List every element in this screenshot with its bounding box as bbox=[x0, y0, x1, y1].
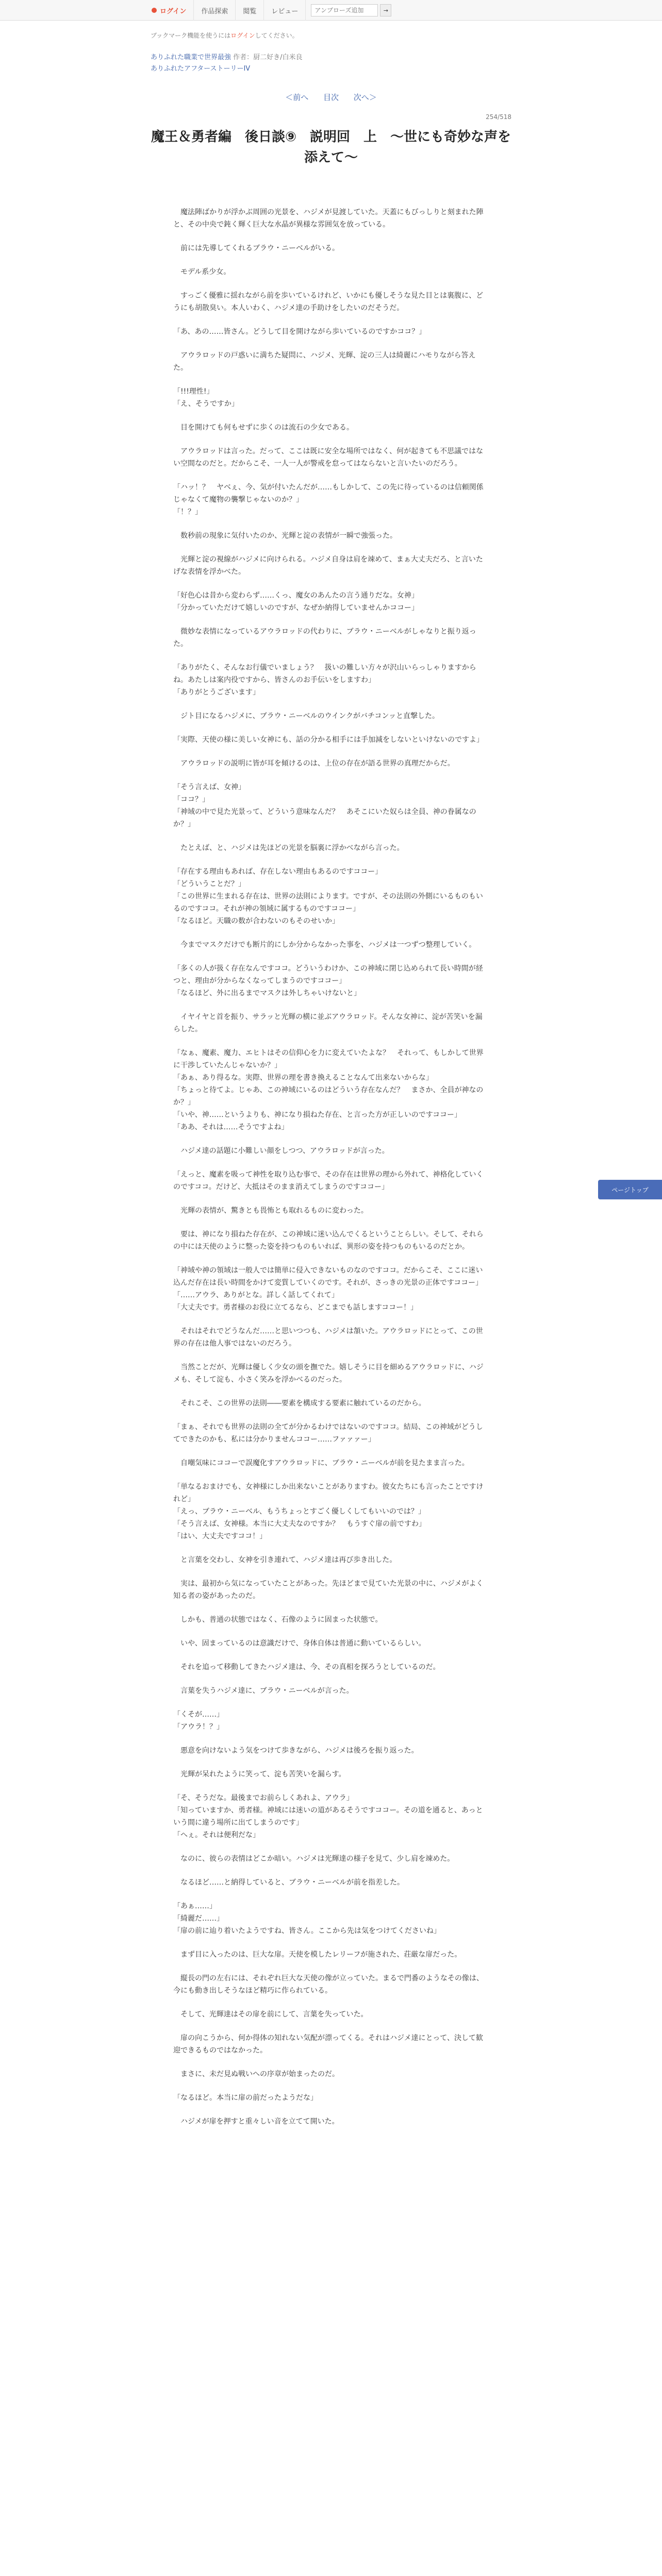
chapter-pager bbox=[0, 92, 662, 103]
novel-paragraph: 光輝が呆れたように笑って、淀も苦笑いを漏らす。 bbox=[173, 1770, 346, 1778]
novel-paragraph: そして、光輝達はその扉を前にして、言葉を失っていた。 bbox=[173, 2010, 368, 2019]
novel-paragraph: と言葉を交わし、女神を引き連れて、ハジメ達は再び歩き出した。 bbox=[173, 1556, 397, 1564]
novel-paragraph: 微妙な表情になっているアウラロッドの代わりに、ブラウ・ニーベルがしゃなりと振り返った。 bbox=[173, 628, 476, 648]
bookmark-note-prefix: ブックマーク機能を使うには bbox=[151, 32, 231, 39]
login-icon bbox=[152, 8, 157, 13]
novel-paragraph: 自嘲気味にココーで誤魔化すアウラロッドに、ブラウ・ニーベルが前を見たまま言った。 bbox=[173, 1459, 469, 1467]
bookmark-note bbox=[151, 31, 299, 40]
novel-paragraph: 「存在する理由もあれば、存在しない理由もあるのですココー」 「どういうことだ？」 「この世界に生まれる存在は、世界の法則によります。ですが、その法則の外側にいるものもいるのですココ。それが神の領域に属するものですココー」 「なるほど。天職の数が合わないのもそのせいか」 bbox=[173, 868, 483, 925]
novel-paragraph: 「くそが……」 「アウラ！？」 bbox=[173, 1710, 224, 1731]
novel-paragraph: 実は、最初から気になっていたことがあった。先ほどまで見ていた光景の中に、ハジメがよく知る者の姿があったのだ。 bbox=[173, 1580, 484, 1600]
novel-paragraph: 「あ、あの……皆さん。どうして目を開けながら歩いているのですかココ？」 bbox=[173, 328, 426, 336]
series-title-row bbox=[151, 52, 303, 61]
top-navbar bbox=[0, 0, 662, 21]
novel-paragraph: すっごく優雅に揺れながら前を歩いているけれど、いかにも優しそうな見た目とは裏腹に、どうにも胡散臭い。本人いわく、ハジメ達の手助けをしたいのだそうだ。 bbox=[173, 292, 484, 312]
novel-paragraph: いや、固まっているのは意識だけで、身体自体は普通に動いているらしい。 bbox=[173, 1639, 426, 1648]
series-title-link[interactable]: ありふれた職業で世界最強 bbox=[151, 54, 231, 61]
novel-paragraph: 「実際、天使の様に美しい女神にも、話の分かる相手には手加減をしないといけないのですよ」 bbox=[173, 736, 484, 744]
toc-link[interactable]: 目次 bbox=[323, 93, 339, 102]
novel-paragraph: 要は、神になり損ねた存在が、この神域に迷い込んでくるということらしい。そして、それらの中には天使のように整った姿を持つものもいれば、異形の姿を持つものもいるのだとか。 bbox=[173, 1230, 484, 1251]
novel-paragraph: ハジメが扉を押すと重々しい音を立てて開いた。 bbox=[173, 2117, 339, 2126]
series-author: 作者：厨二好き/白米良 bbox=[233, 54, 303, 61]
novel-paragraph: 「単なるおまけでも、女神様にしか出来ないことがありますわ。彼女たちにも言ったことですけれど」 「えっ、ブラウ・ニーベル、もうちょっとすごく優しくしてもいいのでは？」 「そう言えば、女神様。本当に大丈夫なのですか？ もうすぐ扉の前ですわ」 「はい、大丈夫ですココ！」 bbox=[173, 1483, 484, 1540]
bookmark-login-link[interactable]: ログイン bbox=[230, 32, 255, 39]
novel-paragraph: なのに、彼らの表情はどこか暗い。ハジメは光輝達の様子を見て、少し肩を竦めた。 bbox=[173, 1855, 455, 1863]
novel-paragraph: 「そう言えば、女神」 「ココ？」 「神域の中で見た光景って、どういう意味なんだ？ あそこにいた奴らは全員、神の眷属なのか？」 bbox=[173, 783, 476, 828]
novel-body bbox=[173, 206, 489, 2139]
novel-paragraph: 「!!!理性!」 「え、そうですか」 bbox=[173, 387, 239, 408]
bookmark-note-suffix: してください。 bbox=[255, 32, 299, 39]
top-navbar-inner bbox=[144, 0, 391, 21]
novel-paragraph: まず目に入ったのは、巨大な扉。天使を模したレリーフが施された、荘厳な扉だった。 bbox=[173, 1951, 462, 1959]
novel-paragraph: しかも、普通の状態ではなく、石像のように固まった状態で。 bbox=[173, 1616, 383, 1624]
nav-item-explore[interactable]: 作品探索 bbox=[194, 0, 236, 21]
novel-paragraph: 「神域や神の領域は一般人では簡単に侵入できないものなのですココ。だからこそ、ここに迷い込んだ存在は長い時間をかけて変質していくのです。それが、さっきの光景の正体ですココー」 「……アウラ、ありがとな。詳しく話してくれて」 「大丈夫です。勇者様のお役に立てるなら、どこまでも話しますココー！」 bbox=[173, 1266, 483, 1312]
page-top-button[interactable]: ページトップ bbox=[598, 1180, 662, 1199]
prev-chapter-link[interactable]: ＜前へ bbox=[285, 93, 309, 102]
novel-paragraph: ハジメ達の話題に小難しい顔をしつつ、アウラロッドが言った。 bbox=[173, 1147, 389, 1155]
novel-paragraph: 「なぁ、魔素、魔力、エヒトはその信仰心を力に変えていたよな？ それって、もしかして世界に干渉していたんじゃないか？」 「あぁ、あり得るな。実際、世界の理を書き換えることなんて出来ないからな」 「ちょっと待てよ。じゃあ、この神域にいるのはどういう存在なんだ？ まさか、全員が神なのか？」 「いや、神……というよりも、神になり損ねた存在、と言った方が正しいのですココー」 「ああ、それは……そうですよね」 bbox=[173, 1049, 484, 1131]
novel-paragraph: 目を開けても何もせずに歩くのは流石の少女である。 bbox=[173, 423, 354, 432]
novel-paragraph: 「多くの人が扱く存在なんですココ。どういうわけか、この神域に閉じ込められて長い時間が経つと、理由が分からなくなってしまうのですココー」 「なるほど、外に出るまでマスクは外しちゃいけないと」 bbox=[173, 964, 483, 997]
novel-paragraph: それを追って移動してきたハジメ達は、今、その真相を探ろうとしているのだ。 bbox=[173, 1663, 440, 1671]
novel-paragraph: 悪意を向けないよう気をつけて歩きながら、ハジメは後ろを振り返った。 bbox=[173, 1747, 419, 1755]
novel-paragraph: 光輝と淀の視線がハジメに向けられる。ハジメ自身は肩を竦めて、まぁ大丈夫だろ、と言いたげな表情を浮かべた。 bbox=[173, 555, 483, 576]
login-label: ログイン bbox=[160, 7, 187, 15]
novel-paragraph: 「あぁ……」 「綺麗だ……」 「扉の前に辿り着いたようですね、皆さん。ここから先は気をつけてくださいね」 bbox=[173, 1902, 441, 1935]
novel-paragraph: 今までマスクだけでも断片的にしか分からなかった事を、ハジメは一つずつ整理していく。 bbox=[173, 941, 476, 949]
novel-paragraph: 縦長の門の左右には、それぞれ巨大な天使の像が立っていた。まるで門番のようなその像は、今にも動き出しそうなほど精巧に作られている。 bbox=[173, 1974, 484, 1995]
novel-paragraph: 「まぁ、それでも世界の法則の全てが分かるわけではないのですココ。結局、この神域がどうしてできたのかも、私には分かりませんココー……ファァァー」 bbox=[173, 1423, 483, 1444]
chapter-title: 魔王＆勇者編 後日談⑨ 説明回 上 ～世にも奇妙な声を添えて～ bbox=[151, 129, 511, 165]
novel-paragraph: たとえば、と、ハジメは先ほどの光景を脳裏に浮かべながら言った。 bbox=[173, 844, 404, 852]
search-button[interactable]: → bbox=[380, 4, 391, 16]
series-subtitle-link[interactable]: ありふれたアフターストーリーIV bbox=[151, 65, 251, 73]
novel-paragraph: アウラロッドの説明に皆が耳を傾けるのは、上位の存在が語る世界の真理だからだ。 bbox=[173, 759, 455, 768]
novel-paragraph: それこそ、この世界の法則――要素を構成する要素に触れているのだから。 bbox=[173, 1399, 426, 1408]
novel-paragraph: 「えっと、魔素を吸って神性を取り込む事で、その存在は世界の理から外れて、神格化していくのですココ。だけど、大抵はそのまま消えてしまうのですココー」 bbox=[173, 1171, 484, 1191]
novel-paragraph: イヤイヤと首を振り、サラッと光輝の横に並ぶアウラロッド。そんな女神に、淀が苦笑いを漏らした。 bbox=[173, 1013, 483, 1033]
novel-paragraph: 当然ことだが、光輝は優しく少女の頭を撫でた。嬉しそうに目を細めるアウラロッドに、ハジメも、そして淀も、小さく笑みを浮かべるのだった。 bbox=[173, 1363, 484, 1384]
novel-paragraph: 光輝の表情が、驚きとも畏怖とも取れるものに変わった。 bbox=[173, 1207, 368, 1215]
novel-paragraph: 「ハッ！？ ヤベぇ、今、気が付いたんだが……もしかして、この先に待っているのは信頼関係じゃなくて魔物の襲撃じゃないのか？」 「！？」 bbox=[173, 483, 484, 516]
novel-paragraph: 「なるほど。本当に扉の前だったようだな」 bbox=[173, 2094, 318, 2102]
novel-paragraph: なるほど……と納得していると、ブラウ・ニーベルが前を指差した。 bbox=[173, 1878, 404, 1887]
novel-paragraph: 「そ、そうだな。最後までお前らしくあれよ、アウラ」 「知っていますか、勇者様。神域には迷いの道があるそうですココー。その道を通ると、あっという間に違う場所に出てしまうのです」 「へぇ。それは便利だな」 bbox=[173, 1794, 483, 1839]
novel-paragraph: 前には先導してくれるブラウ・ニーベルがいる。 bbox=[173, 244, 339, 252]
novel-paragraph: 「好色心は昔から変わらず……くっ、魔女のあんたの言う通りだな。女神」 「分かっていただけて嬉しいのですが、なぜか納得していませんかココー」 bbox=[173, 591, 419, 612]
novel-paragraph: アウラロッドの戸惑いに満ちた疑問に、ハジメ、光輝、淀の三人は綺麗にハモりながら答えた。 bbox=[173, 351, 476, 372]
novel-paragraph: ジト目になるハジメに、ブラウ・ニーベルのウインクがバチコンッと直撃した。 bbox=[173, 712, 440, 720]
novel-paragraph: それはそれでどうなんだ……と思いつつも、ハジメは頷いた。アウラロッドにとって、この世界の存在は他人事ではないのだろう。 bbox=[173, 1327, 483, 1348]
novel-paragraph: モデル系少女。 bbox=[173, 268, 231, 276]
novel-paragraph: 扉の向こうから、何か得体の知れない気配が漂ってくる。それはハジメ達にとって、決して歓迎できるものではなかった。 bbox=[173, 2034, 484, 2055]
novel-paragraph: 「ありがたく、そんなお行儀でいましょう？ 扱いの難しい方々が沢山いらっしゃりますからね。あたしは案内役ですから、皆さんのお手伝いをしますわ」 「ありがとうございます」 bbox=[173, 664, 476, 697]
novel-paragraph: 魔法陣ばかりが浮かぶ周囲の光景を、ハジメが見渡していた。天蓋にもびっしりと刻まれた陣と、その中央で鈍く輝く巨大な水晶が異様な雰囲気を放っている。 bbox=[173, 208, 484, 229]
next-chapter-link[interactable]: 次へ＞ bbox=[353, 93, 377, 102]
novel-paragraph: 数秒前の現象に気付いたのか、光輝と淀の表情が一瞬で強張った。 bbox=[173, 532, 397, 540]
login-button[interactable] bbox=[144, 0, 194, 21]
novel-paragraph: まさに、未だ見ぬ戦いへの序章が始まったのだ。 bbox=[173, 2070, 339, 2078]
novel-paragraph: 言葉を失うハジメ達に、ブラウ・ニーベルが言った。 bbox=[173, 1687, 354, 1695]
search-input[interactable] bbox=[311, 4, 378, 16]
nav-item-browse[interactable]: 閲覧 bbox=[236, 0, 264, 21]
novel-paragraph: アウラロッドは言った。だって、ここは既に安全な場所ではなく、何が起きても不思議ではない空間なのだと。だからこそ、一人一人が警戒を怠ってはならないと言いたいのだろう。 bbox=[173, 447, 484, 468]
nav-item-review[interactable]: レビュー bbox=[264, 0, 306, 21]
chapter-number: 254/518 bbox=[486, 113, 511, 121]
